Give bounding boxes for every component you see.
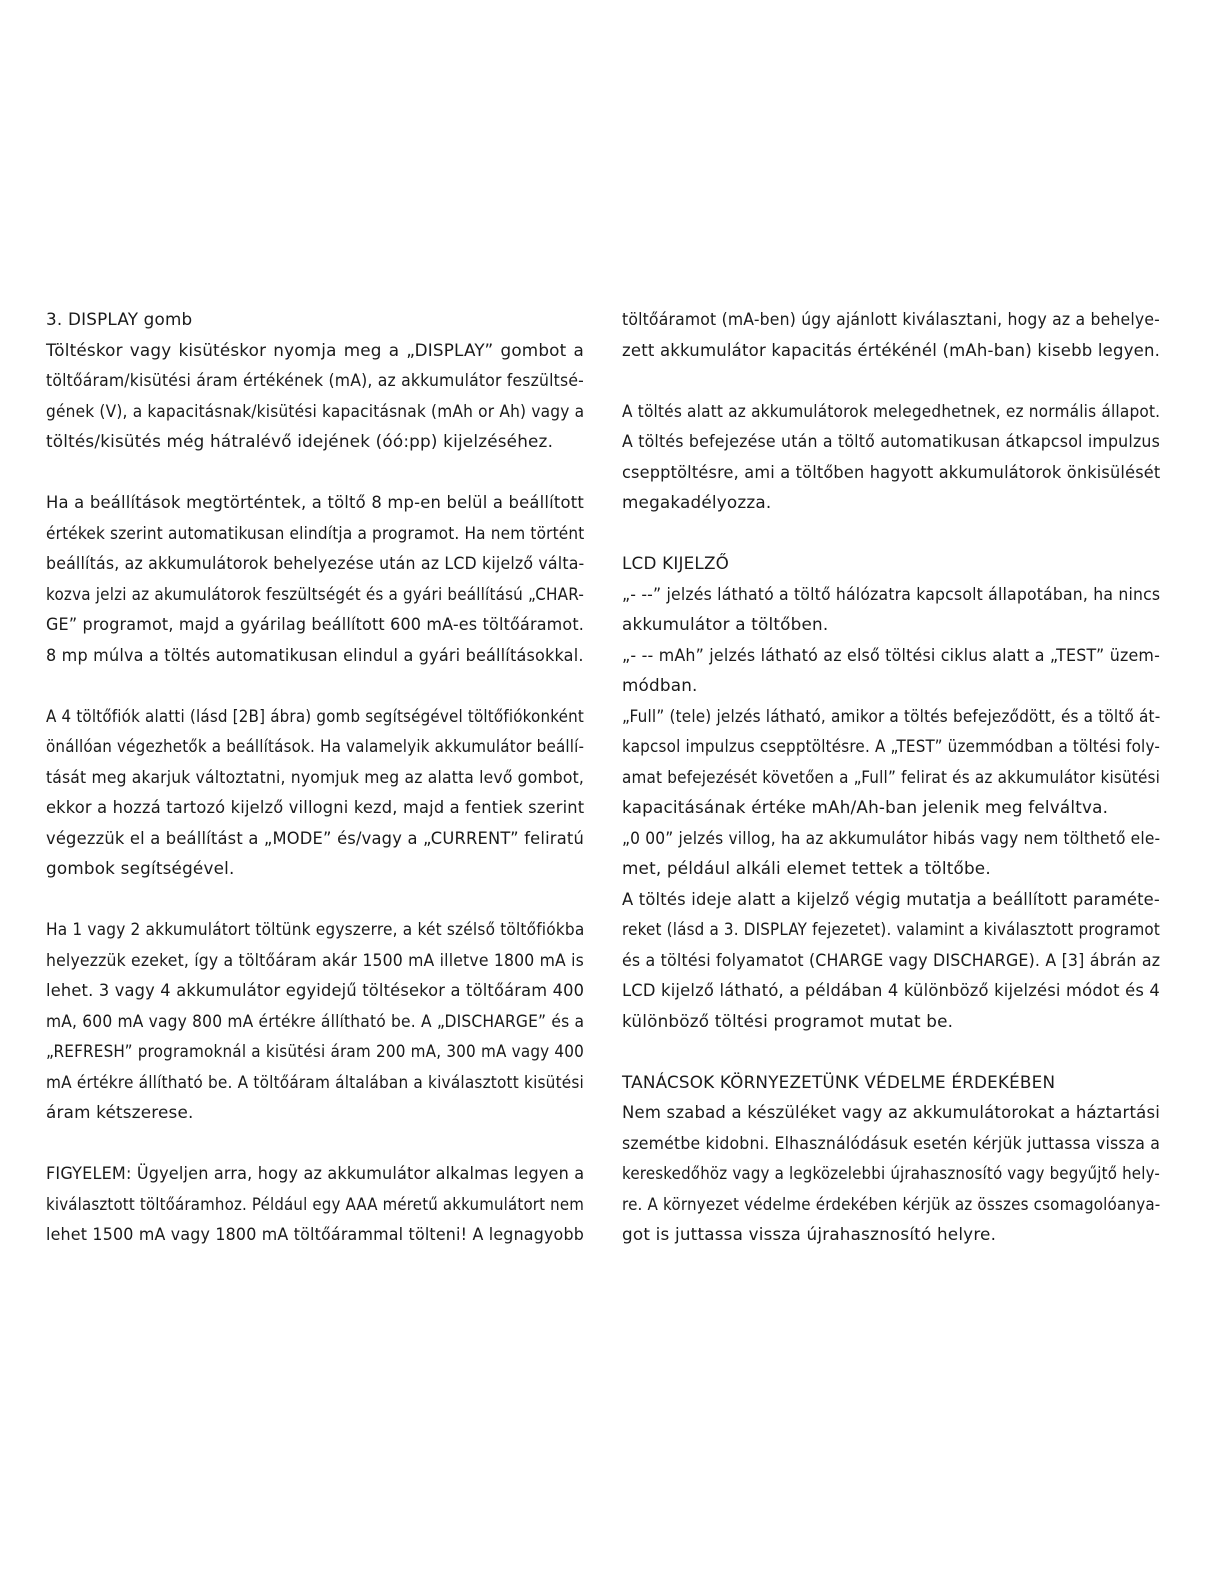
text-line: különböző töltési programot mutat be. [622,1010,954,1031]
text-line: töltőáramot (mA-ben) úgy ajánlott kiválasztani, hogy az a behelye- [622,309,1160,329]
text-line: töltőáram/kisütési áram értékének (mA), az akkumulátor feszültsé- [46,370,584,390]
text-line: met, például alkáli elemet tettek a töltőbe. [622,858,991,878]
text-line: GE” programot, majd a gyárilag beállított 600 mA-es töltőáramot. [46,614,585,634]
display-section-text [46,335,584,457]
text-line: A 4 töltőfiók alatti (lásd [2B] ábra) gomb segítségével töltőfiókonként [46,705,585,726]
text-line: Ha 1 vagy 2 akkumulátort töltünk egyszerre, a két szélső töltőfiókba [46,919,585,939]
text-line: szemétbe kidobni. Elhasználódásuk esetén kérjük juttassa vissza a [622,1132,1161,1153]
text-line: LCD kijelző látható, a példában 4 különböző kijelzési módot és 4 [622,980,1161,1000]
text-line: kiválasztott töltőáramhoz. Például egy AAA méretű akkumulátort nem [46,1193,585,1214]
text-line: got is juttassa vissza újrahasznosító helyre. [622,1224,997,1244]
display-section-heading: 3. DISPLAY gomb [46,309,193,329]
text-line: önállóan végezhetők a beállítások. Ha valamelyik akkumulátor beállí- [46,736,585,756]
text-line: „0 00” jelzés villog, ha az akkumulátor hibás vagy nem tölthető ele- [622,827,1161,848]
right-column [622,304,1160,1250]
text-line: megakadélyozza. [622,492,772,512]
text-line: „- -- mAh” jelzés látható az első töltési ciklus alatt a „TEST” üzem- [622,644,1160,665]
bay-paragraph [46,701,584,884]
text-line: módban. [622,675,698,695]
text-line: végezzük el a beállítást a „MODE” és/vagy a „CURRENT” feliratú [46,827,584,848]
text-line: Ha a beállítások megtörténtek, a töltő 8 mp-en belül a beállított [46,492,584,512]
text-line: gombok segítségével. [46,858,235,878]
lcd-section-text [622,579,1160,1037]
text-line: akkumulátor a töltőben. [622,614,829,634]
text-line: tását meg akarjuk változtatni, nyomjuk meg az alatta levő gombot, [46,766,585,787]
text-line: lehet 1500 mA vagy 1800 mA töltőárammal tölteni! A legnagyobb [46,1224,584,1244]
text-line: „- --” jelzés látható a töltő hálózatra kapcsolt állapotában, ha nincs [622,583,1161,604]
text-line: kozva jelzi az akumulátorok feszültségét és a gyári beállítású „CHAR- [46,583,585,604]
warning-continued-paragraph [622,304,1160,365]
environment-section-text [622,1097,1160,1250]
text-line: csepptöltésre, ami a töltőben hagyott akkumulátorok önkisülését [622,461,1161,482]
text-line: amat befejezését követően a „Full” felirat és az akkumulátor kisütési [622,766,1161,787]
text-line: lehet. 3 vagy 4 akkumulátor egyidejű töltésekor a töltőáram 400 [46,980,585,1000]
text-line: kapcsol impulzus csepptöltésre. A „TEST” üzemmódban a töltési foly- [622,736,1160,756]
text-line: zett akkumulátor kapacitás értékénél (mAh-ban) kisebb legyen. [622,339,1161,360]
text-line: helyezzük ezeket, így a töltőáram akár 1500 mA illetve 1800 mA is [46,949,584,970]
text-line: beállítás, az akkumulátorok behelyezése után az LCD kijelző válta- [46,553,585,573]
warning-paragraph [46,1158,584,1250]
text-line: A töltés alatt az akkumulátorok melegedhetnek, ez normális állapot. [622,400,1161,421]
text-line: mA értékre állítható be. A töltőáram általában a kiválasztott kisütési [46,1071,584,1092]
text-line: ekkor a hozzá tartozó kijelző villogni kezd, majd a fentiek szerint [46,797,585,817]
text-line: A töltés befejezése után a töltő automatikusan átkapcsol impulzus [622,431,1161,451]
lcd-section-heading: LCD KIJELZŐ [622,553,730,573]
text-line: töltés/kisütés még hátralévő idejének (óó:pp) kijelzéséhez. [46,431,554,451]
text-line: 8 mp múlva a töltés automatikusan elindul a gyári beállításokkal. [46,644,584,665]
text-line: A töltés ideje alatt a kijelző végig mutatja a beállított paraméte- [622,888,1161,909]
text-line: reket (lásd a 3. DISPLAY fejezetet). valamint a kiválasztott programot [622,919,1161,939]
text-line: kereskedőhöz vagy a legközelebbi újrahasznosító vagy begyűjtő hely- [622,1163,1161,1183]
text-line: „Full” (tele) jelzés látható, amikor a töltés befejeződött, és a töltő át- [622,705,1161,726]
text-line: „REFRESH” programoknál a kisütési áram 200 mA, 300 mA vagy 400 [46,1041,585,1061]
text-line: kapacitásának értéke mAh/Ah-ban jelenik meg felváltva. [622,797,1109,817]
text-line: Nem szabad a készüléket vagy az akkumulátorokat a háztartási [622,1102,1161,1122]
text-line: FIGYELEM: Ügyeljen arra, hogy az akkumulátor alkalmas legyen a [46,1163,585,1183]
text-line: mA, 600 mA vagy 800 mA értékre állítható be. A „DISCHARGE” és a [46,1010,585,1031]
text-line: Töltéskor vagy kisütéskor nyomja meg a „DISPLAY” gombot a [46,339,584,360]
text-line: értékek szerint automatikusan elindítja a programot. Ha nem történt [46,522,585,543]
environment-section-heading: TANÁCSOK KÖRNYEZETÜNK VÉDELME ÉRDEKÉBEN [622,1071,1056,1092]
current-paragraph [46,914,584,1128]
text-line: áram kétszerese. [46,1102,194,1122]
settings-paragraph [46,487,584,670]
left-column [46,304,584,1250]
text-line: re. A környezet védelme érdekében kérjük az összes csomagolóanya- [622,1193,1161,1214]
heat-paragraph [622,396,1160,518]
text-line: gének (V), a kapacitásnak/kisütési kapacitásnak (mAh or Ah) vagy a [46,400,585,421]
text-line: és a töltési folyamatot (CHARGE vagy DISCHARGE). A [3] ábrán az [622,949,1161,970]
